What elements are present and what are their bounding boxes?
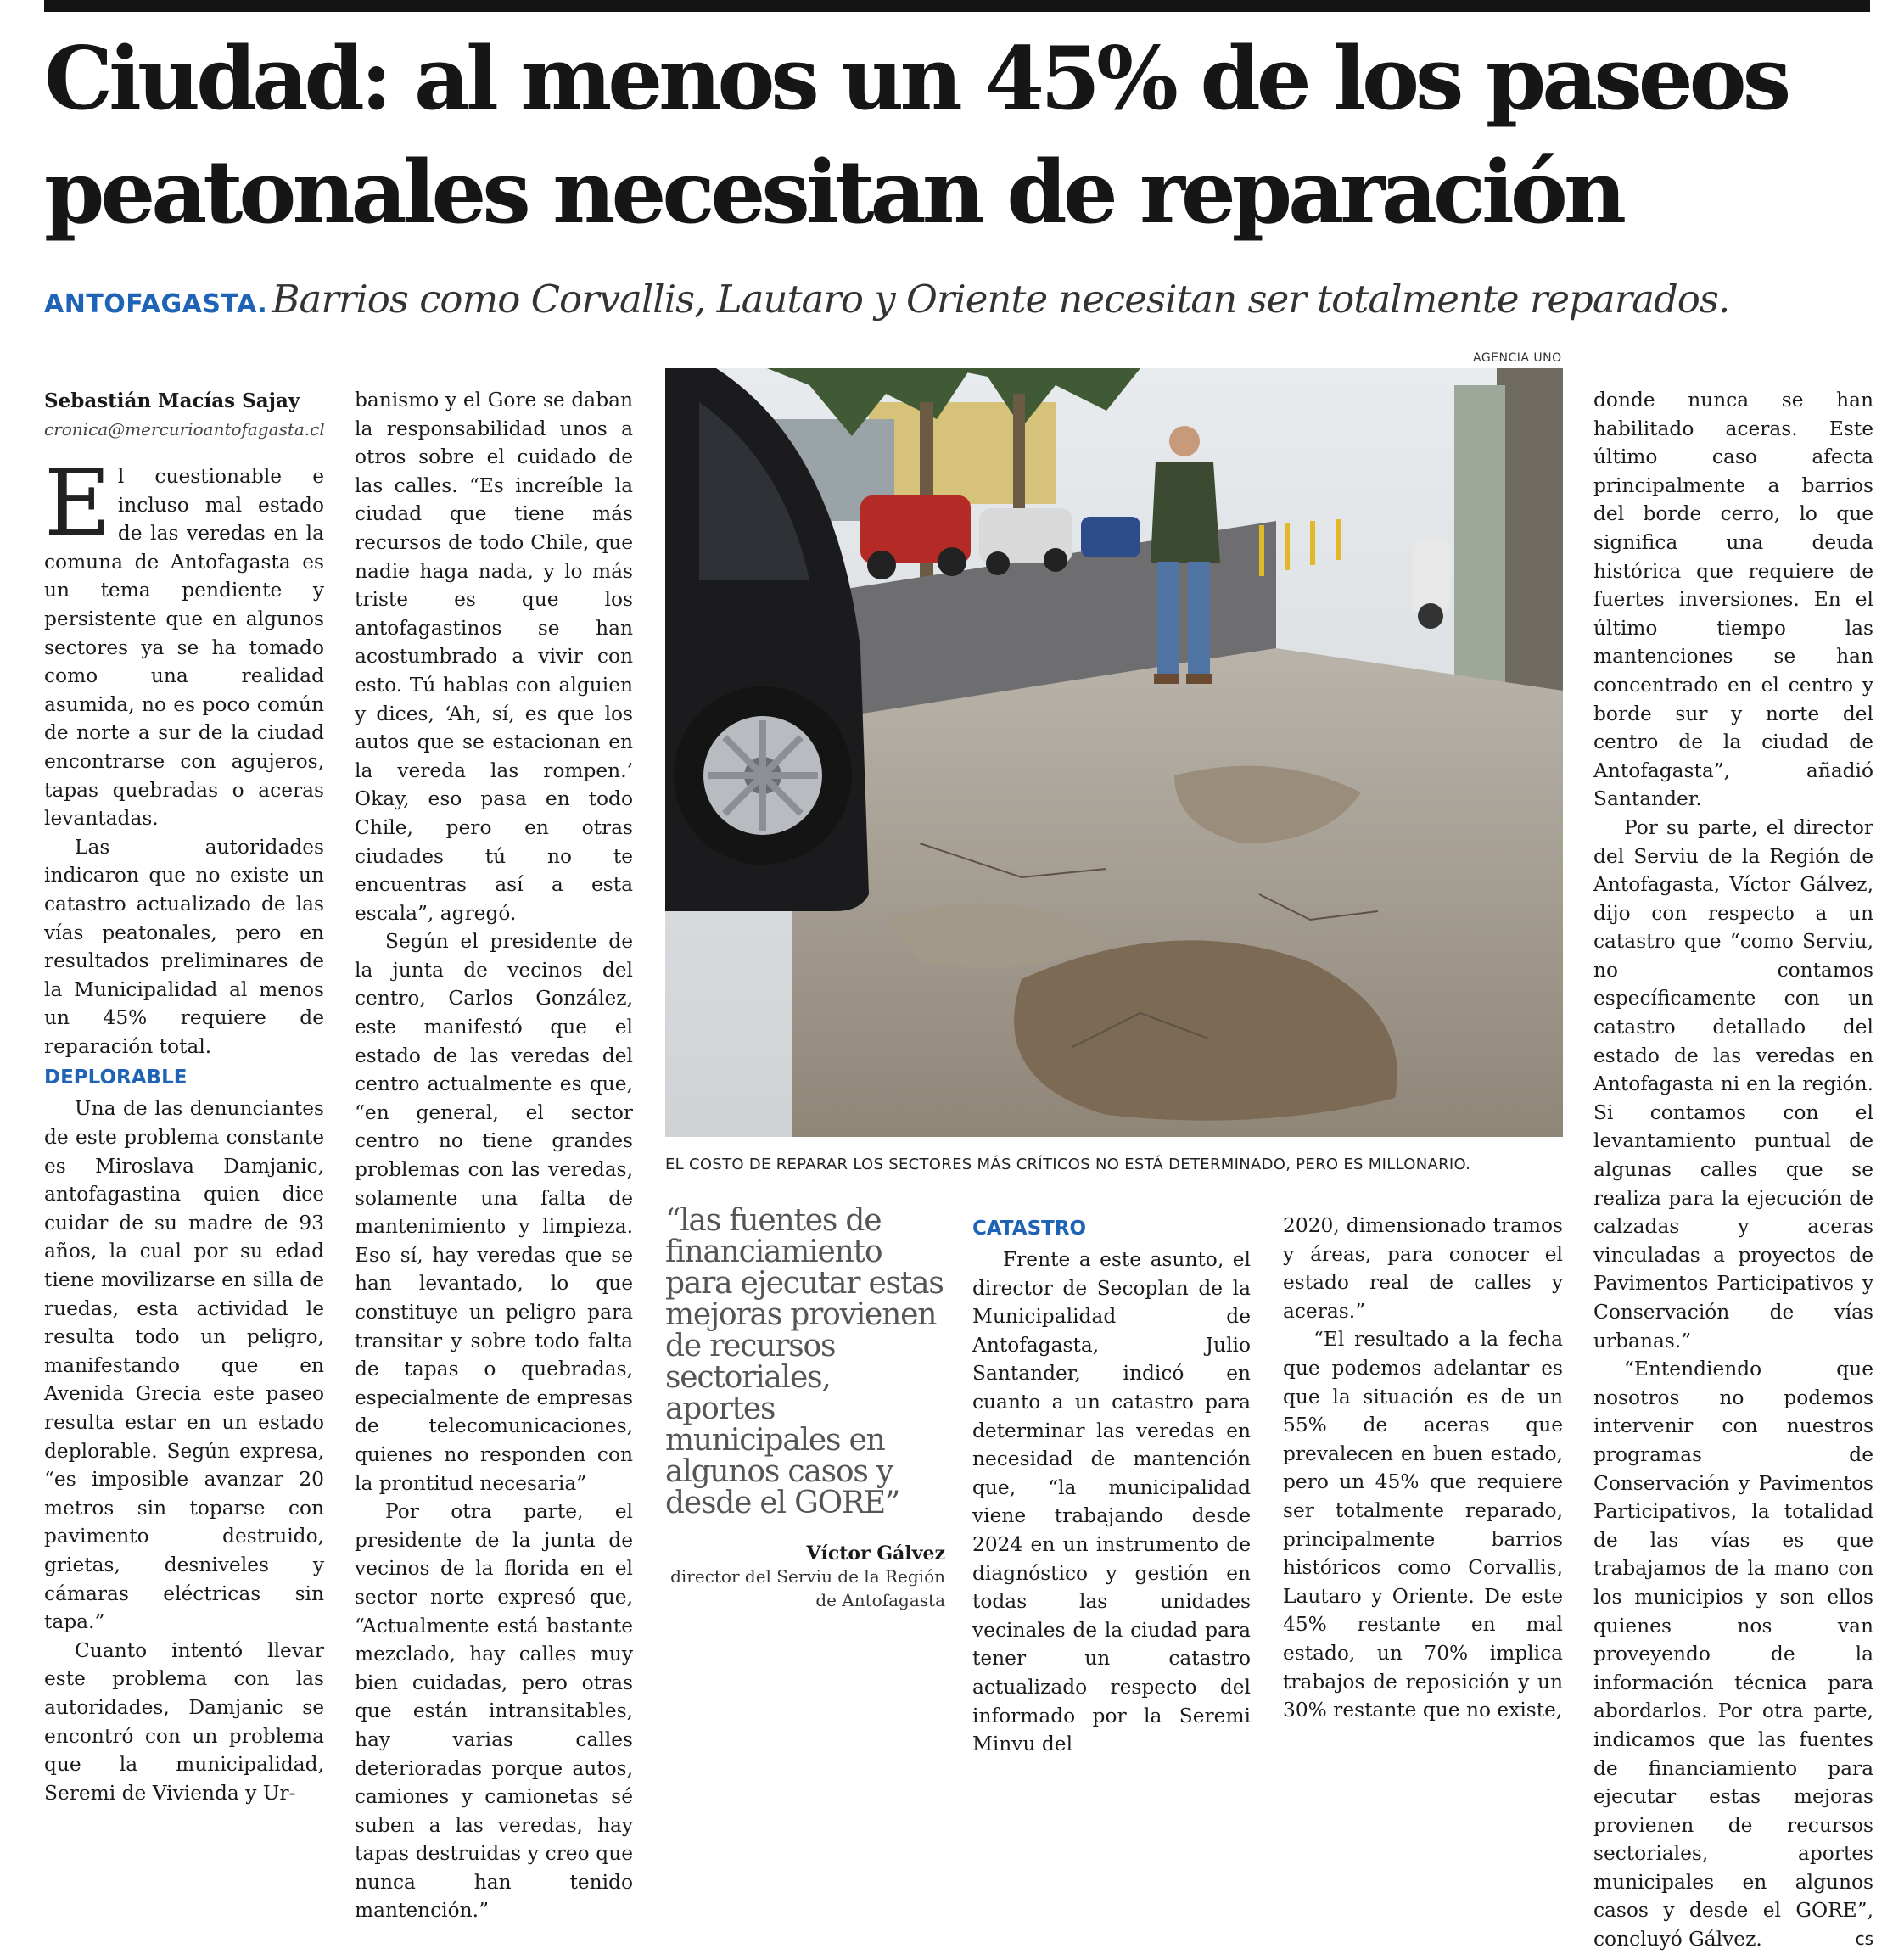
column-5	[1593, 386, 1873, 1954]
paragraph: Frente a este asunto, el director de Secoplan de la Municipalidad de Antofagasta, Julio Santander, indicó en cuanto a un catastro para determinar las veredas en necesidad de mantención que, “la municipalidad viene trabajando desde 2024 en un instrumento de diagnóstico y gestión en todas las unidades vecinales de la ciudad para tener un catastro actualizado respecto del informado por la Seremi Minvu del	[972, 1248, 1251, 1756]
end-mark-icon: cs	[1855, 1929, 1873, 1950]
headline	[44, 22, 1870, 249]
column-1	[44, 386, 324, 1807]
photo-caption: EL COSTO DE REPARAR LOS SECTORES MÁS CRÍTICOS NO ESTÁ DETERMINADO, PERO ES MILLONARIO.	[665, 1156, 1471, 1173]
paragraph: donde nunca se han habilitado aceras. Este último caso afecta principalmente a barrios del borde cerro, lo que significa una deuda histórica que requiere de fuertes inversiones. En el último tiempo las mantenciones se han concentrado en el centro y borde sur y norte del centro de la ciudad de Antofagasta”, añadió Santander.	[1593, 389, 1873, 811]
paragraph: Por su parte, el director del Serviu de la Región de Antofagasta, Víctor Gálvez, dijo con respecto a un catastro que “como Serviu, no contamos específicamente con un catastro detallado del estado de las veredas en Antofagasta ni en la región. Si contamos con el levantamiento puntual de algunas calles que se realiza para la ejecución de calzadas y aceras vinculadas a proyectos de Pavimentos Participativos y Conservación de vías urbanas.”	[1593, 815, 1873, 1352]
byline-author: Sebastián Macías Sajay	[44, 389, 300, 412]
paragraph: banismo y el Gore se daban la responsabilidad unos a otros sobre el cuidado de las calles. “Es increíble la ciudad que tiene más recursos de todo Chile, que nadie haga nada, y lo más triste es que los antofagastinos se han acostumbrado a vivir con esto. Tú hablas con alguien y dices, ‘Ah, sí, es que los autos que se estacionan en la vereda las rompen.’ Okay, eso pasa en todo Chile, pero en otras ciudades tú no te encuentras así a esta escala”, agregó.	[355, 389, 633, 925]
section-heading-deplorable: DEPLORABLE	[44, 1067, 188, 1089]
sidewalk-photo-illustration	[665, 368, 1563, 1137]
section-heading-catastro: CATASTRO	[972, 1218, 1087, 1240]
paragraph: Cuanto intentó llevar este problema con las autoridades, Damjanic se encontró con un problema que la municipalidad, Seremi de Vivienda y Ur-	[44, 1638, 324, 1805]
paragraph: Según el presidente de la junta de vecinos del centro, Carlos González, este manifestó que el estado de las veredas del centro actualmente es que, “en general, el sector centro no tiene grandes problemas con las veredas, solamente una falta de mantenimiento y limpieza. Eso sí, hay veredas que se han levantado, lo que constituye un peligro para transitar y sobre todo falta de tapas o quebradas, especialmente de empresas de telecomunicaciones, quienes no responden con la prontitud necesaria”	[355, 930, 633, 1495]
headline-line-1: Ciudad: al menos un 45% de los paseos	[44, 28, 1788, 130]
byline-email[interactable]: cronica@mercurioantofagasta.cl	[44, 419, 325, 440]
column-2	[355, 386, 633, 1925]
deck: Barrios como Corvallis, Lautaro y Oriente necesitan ser totalmente reparados.	[272, 277, 1730, 322]
paragraph: “Entendiendo que nosotros no podemos intervenir con nuestros programas de Conservación y Pavimentos Participativos, la totalidad de las vías es que trabajamos de la mano con los municipios y son ellos quienes nos van proveyendo de la información técnica para abordarlos. Por otra parte, indicamos que las fuentes de financiamiento para ejecutar estas mejoras provienen de recursos sectoriales, aportes municipales en algunos casos y desde el GORE”, concluyó Gálvez. cs	[1593, 1355, 1873, 1953]
street-photo	[665, 368, 1563, 1137]
column-4	[1283, 1212, 1563, 1725]
location-kicker: ANTOFAGASTA.	[44, 289, 268, 319]
headline-line-2: peatonales necesitan de reparación	[44, 142, 1623, 244]
drop-cap: E	[44, 451, 111, 557]
paragraph: El cuestionable e incluso mal estado de las veredas en la comuna de Antofagasta es un tema pendiente y persistente que en algunos sectores ya se ha tomado como una realidad asumida, no es poco común de norte a sur de la ciudad encontrarse con agujeros, tapas quebradas o aceras levantadas.	[44, 451, 324, 831]
paragraph: “El resultado a la fecha que podemos adelantar es que la situación es de un 55% de aceras que prevalecen en buen estado, pero un 45% que requiere ser totalmente reparado, principalmente barrios históricos como Corvallis, Lautaro y Oriente. De este 45% restante en mal estado, un 70% implica trabajos de reposición y un 30% restante que no existe,	[1283, 1328, 1563, 1722]
paragraph: Las autoridades indicaron que no existe un catastro actualizado de las vías peatonales, pero en resultados preliminares de la Municipalidad al menos un 45% requiere de reparación total.	[44, 835, 324, 1058]
paragraph: Por otra parte, el presidente de la junta de vecinos de la florida en el sector norte expresó que, “Actualmente está bastante mezclado, hay calles muy bien cuidadas, pero otras que están intransitables, hay varias calles deterioradas porque autos, camiones y camionetas sé suben a las veredas, hay tapas destruidas y creo que nunca han tenido mantención.”	[355, 1500, 633, 1923]
subhead	[44, 277, 1870, 322]
pull-quote-text: “las fuentes de financiamiento para ejecutar estas mejoras provienen de recursos sectoriales, aportes municipales en algunos casos y desde el GORE”	[665, 1203, 944, 1520]
photo-credit: AGENCIA UNO	[1473, 351, 1562, 365]
top-rule	[44, 0, 1870, 12]
paragraph: 2020, dimensionado tramos y áreas, para conocer el estado real de calles y aceras.”	[1283, 1214, 1563, 1323]
column-3	[972, 1212, 1251, 1759]
pull-quote-name: Víctor Gálvez	[806, 1542, 945, 1565]
pull-quote-role: director del Serviu de la Región de Antofagasta	[670, 1566, 945, 1610]
paragraph: Una de las denunciantes de este problema constante es Miroslava Damjanic, antofagastina quien dice cuidar de su madre de 93 años, la cual por su edad tiene movilizarse en silla de ruedas, esta actividad le resulta todo un peligro, manifestando que en Avenida Grecia este paseo resulta estar en un estado deplorable. Según expresa, “es imposible avanzar 20 metros sin toparse con pavimento destruido, grietas, desniveles y cámaras eléctricas sin tapa.”	[44, 1097, 324, 1634]
pull-quote	[665, 1205, 945, 1612]
